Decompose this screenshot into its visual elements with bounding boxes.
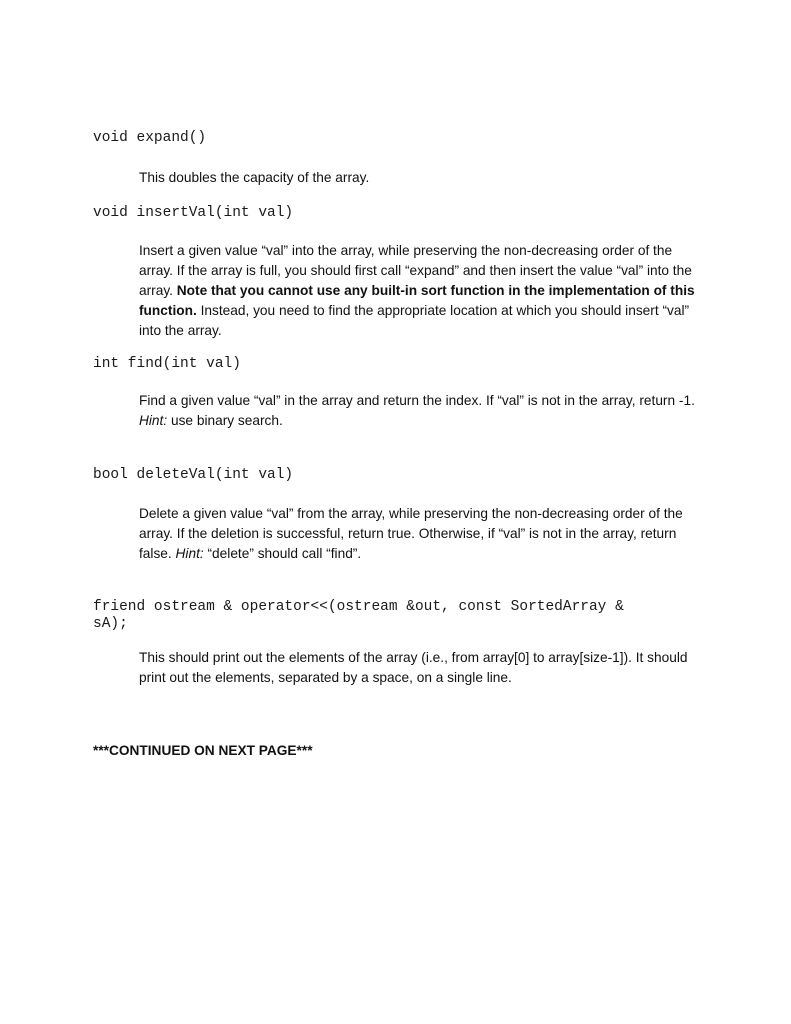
- delete-signature: bool deleteVal(int val): [93, 467, 294, 483]
- delete-description: [139, 504, 699, 564]
- insert-description-bold: Note that you cannot use any built-in sort function in the implementation of this function.: [139, 283, 695, 318]
- delete-hint-text: “delete” should call “find”.: [203, 546, 362, 561]
- find-description: [139, 391, 699, 431]
- delete-hint-label: Hint:: [175, 546, 204, 561]
- continued-notice: ***CONTINUED ON NEXT PAGE***: [93, 743, 313, 758]
- find-description-text: Find a given value “val” in the array and return the index. If “val” is not in the array, return -1.: [139, 393, 695, 408]
- expand-description: This doubles the capacity of the array.: [139, 170, 370, 185]
- output-description: This should print out the elements of the array (i.e., from array[0] to array[size-1]). It should print out the elements, separated by a space, on a single line.: [139, 650, 688, 685]
- find-signature: int find(int val): [93, 356, 241, 372]
- output-signature-line1: friend ostream & operator<<(ostream &out, const SortedArray &: [93, 599, 624, 615]
- find-hint-label: Hint:: [139, 413, 168, 428]
- expand-signature: void expand(): [93, 130, 207, 146]
- find-hint-text: use binary search.: [167, 413, 283, 428]
- delete-description-text: Delete a given value “val” from the array, while preserving the non-decreasing order of the array. If the deletion is successful, return true. Otherwise, if “val” is not in the array, return false.: [139, 506, 683, 561]
- insert-signature: void insertVal(int val): [93, 205, 294, 221]
- insert-description-text: Insert a given value “val” into the array, while preserving the non-decreasing order of the array. If the array is full, you should first call “expand” and then insert the value “val” into the array.: [139, 243, 692, 298]
- insert-description: [139, 241, 699, 341]
- output-signature-line2: sA);: [93, 616, 128, 632]
- insert-description-tail: Instead, you need to find the appropriate location at which you should insert “val” into the array.: [139, 303, 690, 338]
